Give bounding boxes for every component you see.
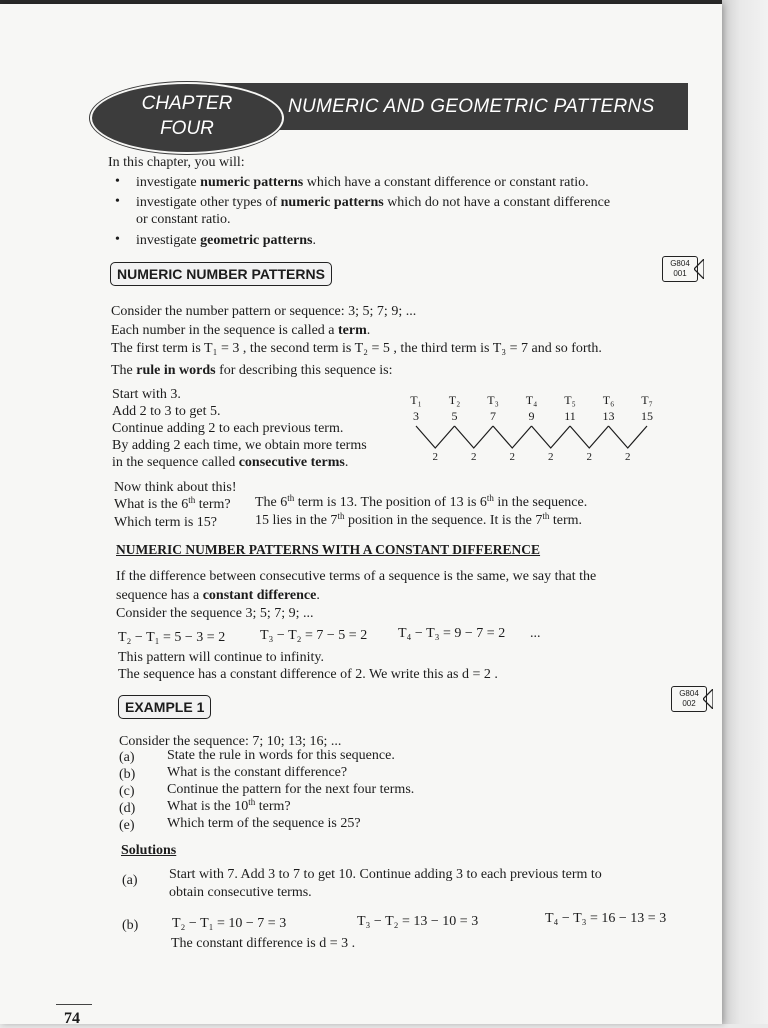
term-value: 3 [413,409,419,423]
sequence-difference-diagram [398,392,668,472]
difference-value: 2 [586,451,592,463]
difference-eq-2: T₃ − T₂ = 7 − 5 = 2 [260,628,368,643]
video-play-icon [694,259,704,279]
question-text: State the rule in words for this sequence. [167,748,395,763]
term-label: T₇ [641,393,653,407]
difference-value: 2 [548,451,554,463]
rule-step-4: By adding 2 each time, we obtain more terms [112,438,367,453]
think-prompt: Now think about this! [114,480,237,495]
question-label: (c) [119,784,135,799]
bullet-dot: • [115,194,120,209]
term-value: 9 [528,409,535,423]
constant-difference-def-2: sequence has a constant difference. [116,588,320,603]
intro-bullet-2: investigate other types of numeric patterns which do not have a constant difference [136,195,611,210]
textbook-page [0,4,722,1027]
scan-right-margin [722,0,768,1024]
solution-b-line-2: The constant difference is d = 3 . [171,936,356,951]
solution-b-eq-2: T₃ − T₂ = 13 − 10 = 3 [357,914,479,929]
chapter-number: FOUR [160,118,214,139]
bullet-dot: • [115,174,120,189]
question-label: (a) [119,750,135,765]
question-term-15: Which term is 15? [114,515,218,530]
difference-eq-1: T₂ − T₁ = 5 − 3 = 2 [118,630,226,645]
term-value: 15 [641,409,653,423]
term-label: T₅ [564,393,576,407]
solution-b-eq-3: T₄ − T₃ = 16 − 13 = 3 [545,911,667,926]
difference-connector [416,426,455,448]
bullet-dot: • [115,232,120,247]
term-definition: Each number in the sequence is called a term. [111,323,371,338]
first-terms-line: The first term is T₁ = 3 , the second term is T₂ = 5 , the third term is T₃ = 7 and so forth. [111,341,602,356]
term-value: 5 [451,409,458,423]
solution-label: (b) [122,918,139,933]
consider-sequence: Consider the sequence 3; 5; 7; 9; ... [116,606,314,621]
difference-connector [609,426,648,448]
intro-bullet-1: investigate numeric patterns which have a constant difference or constant ratio. [136,175,589,190]
difference-value: 2 [509,451,515,463]
chapter-title: NUMERIC AND GEOMETRIC PATTERNS [288,96,655,117]
question-label: (e) [119,818,135,833]
solution-label: (a) [122,873,138,888]
section-heading-numeric-patterns: NUMERIC NUMBER PATTERNS [110,262,332,286]
solutions-heading: Solutions [121,843,177,858]
section-heading-constant-difference: NUMERIC NUMBER PATTERNS WITH A CONSTANT DIFFERENCE [116,542,541,557]
page-number-rule [56,1004,92,1005]
video-reference-badge: G804 001 [662,256,698,282]
question-text: Which term of the sequence is 25? [167,816,361,831]
difference-connector [493,426,532,448]
intro-lead: In this chapter, you will: [108,155,245,170]
difference-connector [455,426,494,448]
constant-difference-statement: The sequence has a constant difference of 2. We write this as d = 2 . [118,667,498,682]
question-text: Continue the pattern for the next four terms. [167,782,415,797]
term-label: T₆ [602,393,615,407]
difference-value: 2 [625,451,631,463]
page-number: 74 [64,1010,80,1027]
continue-to-infinity: This pattern will continue to infinity. [118,650,324,665]
difference-value: 2 [432,451,438,463]
difference-connector [532,426,571,448]
intro-bullet-2-cont: or constant ratio. [136,212,231,227]
question-text: What is the constant difference? [167,765,348,780]
term-label: T₃ [487,393,499,407]
solution-b-eq-1: T₂ − T₁ = 10 − 7 = 3 [172,916,287,931]
question-label: (b) [119,767,136,782]
term-label: T₁ [410,393,422,407]
question-text: What is the 10th term? [167,797,291,814]
intro-bullet-3: investigate geometric patterns. [136,233,316,248]
chapter-label: CHAPTER [141,93,233,114]
example-sequence: Consider the sequence: 7; 10; 13; 16; ... [119,734,342,749]
term-value: 7 [490,409,496,423]
rule-step-5: in the sequence called consecutive terms. [112,455,349,470]
video-reference-badge: G804 002 [671,686,707,712]
solution-a-line-1: Start with 7. Add 3 to 7 to get 10. Continue adding 3 to each previous term to [169,867,602,882]
answer-term-15: 15 lies in the 7th position in the sequence. It is the 7th term. [255,511,583,528]
difference-eq-3: T₄ − T₃ = 9 − 7 = 2 [398,626,506,641]
difference-connector [570,426,609,448]
question-6th-term: What is the 6th term? [114,495,231,512]
rule-step-3: Continue adding 2 to each previous term. [112,421,344,436]
constant-difference-def-1: If the difference between consecutive terms of a sequence is the same, we say that the [116,569,597,584]
term-label: T₂ [448,393,461,407]
term-value: 13 [602,409,615,423]
solution-a-line-2: obtain consecutive terms. [169,885,312,900]
difference-ellipsis: ... [530,626,541,641]
answer-6th-term: The 6th term is 13. The position of 13 is 6th in the sequence. [255,493,588,510]
question-label: (d) [119,801,136,816]
rule-in-words-line: The rule in words for describing this sequence is: [111,363,393,378]
term-value: 11 [564,409,576,423]
chapter-number-oval [92,84,282,152]
sequence-intro: Consider the number pattern or sequence: 3; 5; 7; 9; ... [111,304,417,319]
video-play-icon [703,689,713,709]
difference-value: 2 [471,451,477,463]
rule-step-2: Add 2 to 3 to get 5. [112,404,221,419]
term-label: T₄ [525,393,538,407]
rule-step-1: Start with 3. [112,387,181,402]
example-1-heading: EXAMPLE 1 [118,695,211,719]
